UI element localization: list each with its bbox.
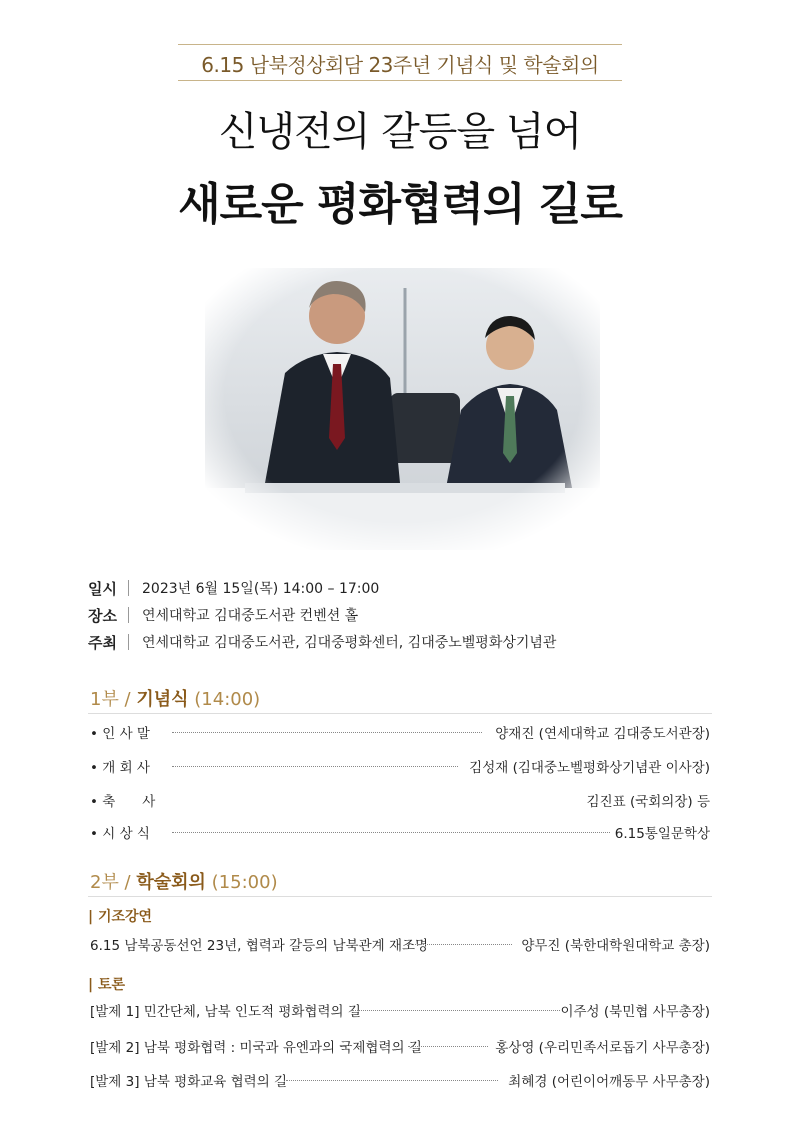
info-venue-key: 장소 xyxy=(88,607,117,625)
info-divider xyxy=(128,634,129,650)
talk-value: 이주성 (북민협 사무총장) xyxy=(560,1004,710,1020)
event-subtitle: 6.15 남북정상회담 23주년 기념식 및 학술회의 xyxy=(201,53,599,77)
leader-dots xyxy=(172,732,482,733)
info-venue-value: 연세대학교 김대중도서관 컨벤션 홀 xyxy=(142,608,359,624)
leader-dots xyxy=(286,1080,498,1081)
part2-time: (15:00) xyxy=(211,872,278,893)
part2-prefix: 2부 / xyxy=(90,872,131,893)
part1-heading xyxy=(90,685,260,711)
top-divider xyxy=(178,44,622,45)
talk-value: 최혜경 (어린이어깨동무 사무총장) xyxy=(508,1074,710,1090)
talk-value: 홍상영 (우리민족서로돕기 사무총장) xyxy=(495,1040,710,1056)
discussion-heading: | 토론 xyxy=(88,977,126,993)
event-photo xyxy=(205,268,600,550)
part2-divider xyxy=(88,896,712,897)
info-date-value: 2023년 6월 15일(목) 14:00 – 17:00 xyxy=(142,581,380,597)
talk-item xyxy=(90,1000,710,1020)
part1-item-label: • 시 상 식 xyxy=(90,826,150,842)
part1-item xyxy=(90,822,710,842)
part1-item-label: • 인 사 말 xyxy=(90,726,150,742)
talk-label: [발제 2] 남북 평화협력 : 미국과 유엔과의 국제협력의 길 xyxy=(90,1040,422,1056)
part2-name: 학술회의 xyxy=(136,872,206,893)
keynote-item xyxy=(90,934,710,954)
keynote-value: 양무진 (북한대학원대학교 총장) xyxy=(521,938,710,954)
talk-label: [발제 3] 남북 평화교육 협력의 길 xyxy=(90,1074,288,1090)
part1-item-value: 6.15통일문학상 xyxy=(614,826,710,842)
part1-item-label: • 개 회 사 xyxy=(90,760,150,776)
leader-dots xyxy=(352,1010,560,1011)
part1-item-value: 김진표 (국회의장) 등 xyxy=(586,794,710,810)
leader-dots xyxy=(408,944,512,945)
part1-item xyxy=(90,790,710,810)
part1-item-label: • 축 사 xyxy=(90,794,156,810)
part1-item-value: 김성재 (김대중노벨평화상기념관 이사장) xyxy=(469,760,710,776)
keynote-label: 6.15 남북공동선언 23년, 협력과 갈등의 남북관계 재조명 xyxy=(90,938,429,954)
part1-divider xyxy=(88,713,712,714)
leader-dots xyxy=(172,832,610,833)
title-line-1: 신냉전의 갈등을 넘어 xyxy=(218,109,582,155)
part1-item xyxy=(90,756,710,776)
part1-item-value: 양재진 (연세대학교 김대중도서관장) xyxy=(495,726,710,742)
leader-dots xyxy=(172,766,458,767)
part1-time: (14:00) xyxy=(194,689,261,710)
talk-item xyxy=(90,1070,710,1090)
part2-heading xyxy=(90,868,278,894)
leader-dots xyxy=(408,1046,488,1047)
keynote-heading: | 기조강연 xyxy=(88,909,153,925)
part1-prefix: 1부 / xyxy=(90,689,131,710)
info-divider xyxy=(128,580,129,596)
title-line-2: 새로운 평화협력의 길로 xyxy=(178,179,622,230)
talk-item xyxy=(90,1036,710,1056)
info-date-key: 일시 xyxy=(88,580,117,598)
talk-label: [발제 1] 민간단체, 남북 인도적 평화협력의 길 xyxy=(90,1004,361,1020)
part1-name: 기념식 xyxy=(136,689,189,710)
info-host-value: 연세대학교 김대중도서관, 김대중평화센터, 김대중노벨평화상기념관 xyxy=(142,635,557,651)
info-divider xyxy=(128,607,129,623)
subtitle-divider xyxy=(178,80,622,81)
part1-item xyxy=(90,722,710,742)
info-host-key: 주최 xyxy=(88,634,117,652)
